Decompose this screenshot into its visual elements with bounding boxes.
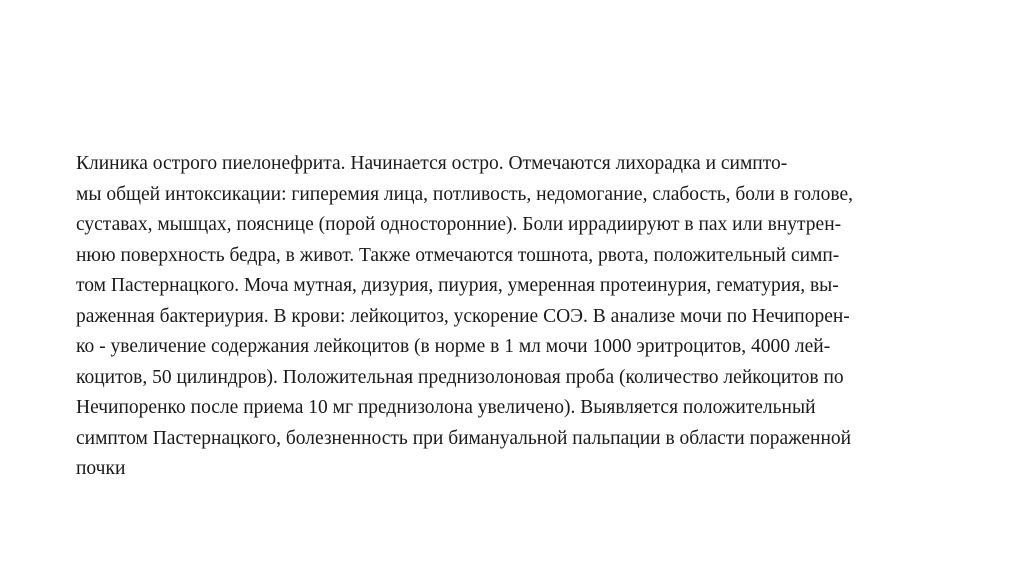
- text-line: суставах, мышцах, пояснице (порой односторонние). Боли иррадиируют в пах или внутрен-: [76, 214, 842, 235]
- text-line: ко - увеличение содержания лейкоцитов (в норме в 1 мл мочи 1000 эритроцитов, 4000 лей-: [76, 336, 831, 357]
- text-line: коцитов, 50 цилиндров). Положительная преднизолоновая проба (количество лейкоцитов по: [76, 366, 844, 388]
- text-line: симптом Пастернацкого, болезненность при бимануальной пальпации в области пораженной: [76, 427, 852, 449]
- text-line: Нечипоренко после приема 10 мг преднизолона увеличено). Выявляется положительный: [76, 397, 816, 418]
- text-line: раженная бактериурия. В крови: лейкоцитоз, ускорение СОЭ. В анализе мочи по Нечипорен-: [76, 305, 850, 327]
- text-line: почки: [76, 458, 126, 479]
- text-line: нюю поверхность бедра, в живот. Также отмечаются тошнота, рвота, положительный симп-: [76, 244, 840, 266]
- text-line: том Пастернацкого. Моча мутная, дизурия, пиурия, умеренная протеинурия, гематурия, вы-: [76, 275, 839, 296]
- body-text: [76, 149, 956, 485]
- text-line: Клиника острого пиелонефрита. Начинается остро. Отмечаются лихорадка и симпто-: [76, 153, 788, 174]
- text-line: мы общей интоксикации: гиперемия лица, потливость, недомогание, слабость, боли в голове,: [76, 183, 854, 205]
